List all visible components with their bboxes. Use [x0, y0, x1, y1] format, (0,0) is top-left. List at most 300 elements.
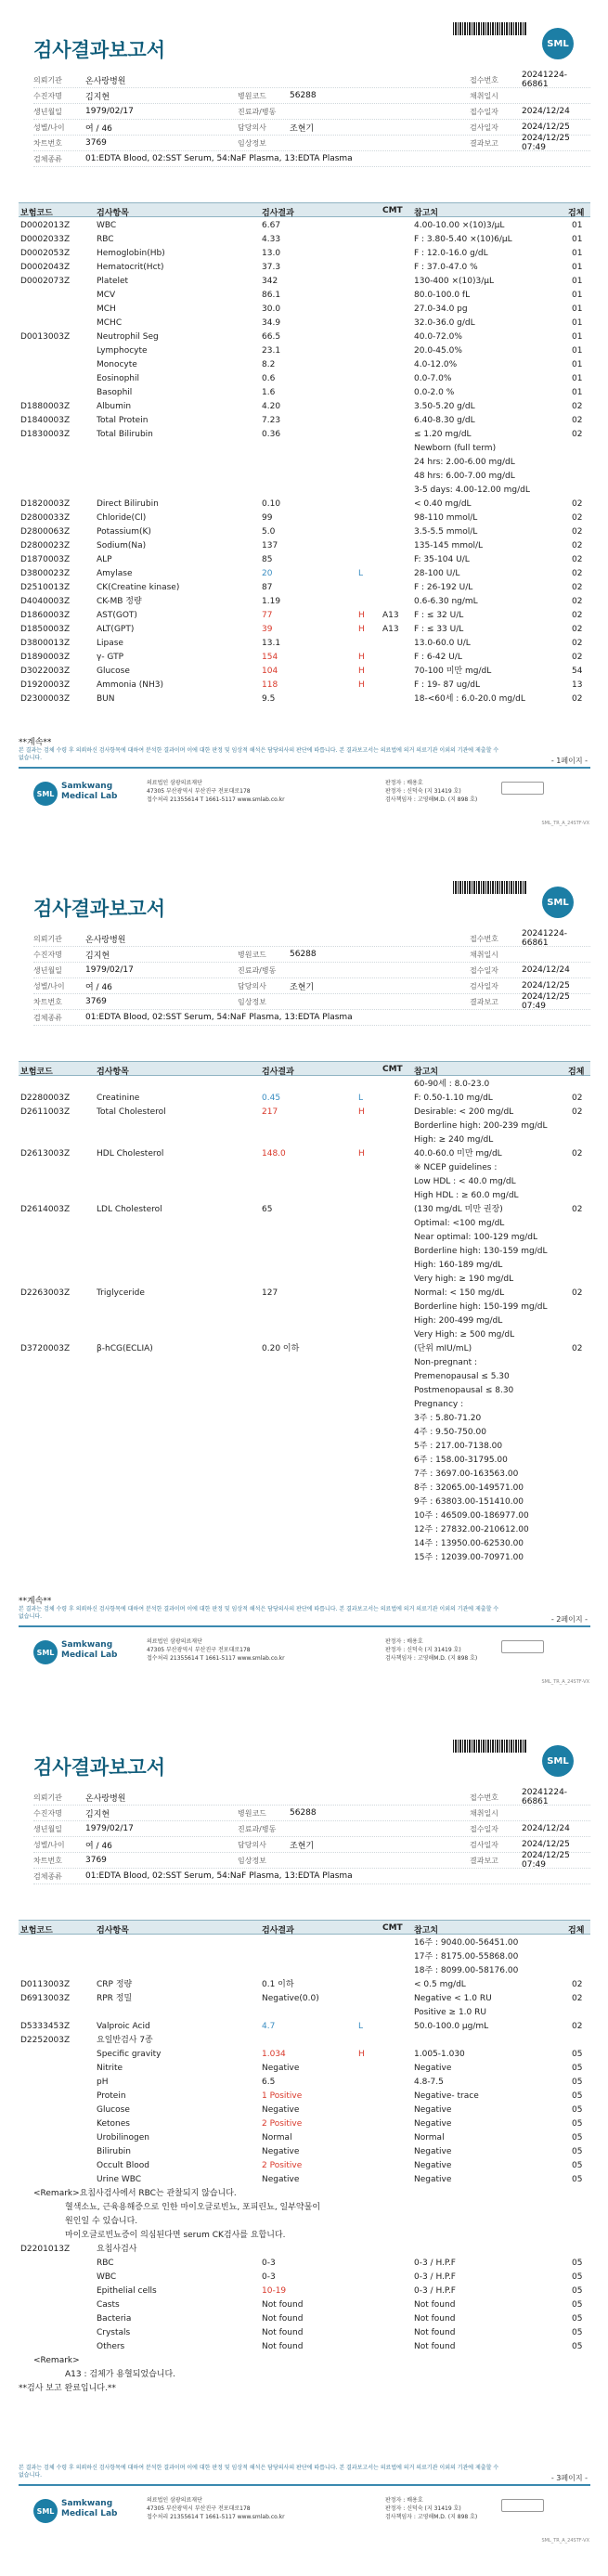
info-label: 임상정보	[238, 1856, 266, 1865]
test-value: Negative	[262, 2064, 300, 2073]
table-row	[19, 247, 590, 261]
test-value: 2 Positive	[262, 2119, 303, 2129]
test-value: 4.7	[262, 2022, 276, 2031]
info-value: 2024/12/24	[522, 107, 570, 116]
info-value: 온사랑병원	[85, 935, 126, 945]
specimen-code: 05	[572, 2119, 583, 2129]
specimen-code: 02	[572, 513, 583, 523]
footer-logo: SML	[33, 782, 58, 806]
specimen-code: 02	[572, 653, 583, 662]
reference-range: 20.0-45.0%	[414, 346, 462, 356]
table-row	[19, 2034, 590, 2048]
info-value: 김지현	[85, 92, 110, 102]
specimen-code: 01	[572, 318, 583, 328]
specimen-code: 13	[572, 680, 583, 690]
specimen-code: 01	[572, 304, 583, 314]
specimen-code: 02	[572, 1994, 583, 2003]
test-value: 8.2	[262, 360, 276, 369]
specimen-code: 02	[572, 569, 583, 578]
table-row	[19, 581, 590, 595]
specimen-code: 02	[572, 1344, 583, 1353]
info-value: 2024/12/25 07:49	[522, 134, 570, 152]
info-value: 2024/12/25 07:49	[522, 1851, 570, 1870]
reference-range: Negative	[414, 2119, 452, 2129]
sml-logo: SML	[542, 28, 574, 59]
header-value: 검사결과	[262, 1068, 294, 1077]
test-code: D2611003Z	[20, 1107, 71, 1117]
remark-line: 혈색소뇨, 근육용해증으로 인한 마이오글로빈뇨, 포피린뇨, 일부약물이	[65, 2203, 321, 2212]
reference-range: Low HDL : < 40.0 mg/dL	[414, 1177, 516, 1186]
info-label: 검체종류	[33, 1871, 62, 1881]
info-value: 1979/02/17	[85, 965, 134, 975]
reference-range: Non-pregnant :	[414, 1358, 478, 1367]
header-cmt: CMT	[382, 206, 403, 215]
specimen-code: 05	[572, 2064, 583, 2073]
specimen-code: 02	[572, 1149, 583, 1159]
test-code: D0002033Z	[20, 235, 71, 244]
test-name: BUN	[97, 694, 115, 704]
test-name: pH	[97, 2078, 109, 2087]
page-number: - 3페이지 -	[550, 2474, 588, 2482]
reference-range: Borderline high: 200-239 mg/dL	[414, 1121, 548, 1131]
test-value: 4.20	[262, 402, 281, 411]
test-name: CRP 정량	[97, 1980, 133, 1989]
info-label: 채취일시	[470, 1808, 498, 1818]
info-label: 임상정보	[238, 997, 266, 1006]
info-value: 온사랑병원	[85, 1793, 126, 1804]
table-row	[19, 1454, 590, 1468]
table-row	[19, 498, 590, 511]
reference-range: 15주 : 12039.00-70971.00	[414, 1553, 524, 1562]
reference-range: Positive ≥ 1.0 RU	[414, 2008, 486, 2017]
info-row	[33, 151, 590, 167]
test-name: 요일반검사 7종	[97, 2036, 153, 2045]
table-row	[19, 1175, 590, 1189]
info-row	[33, 1010, 590, 1026]
info-label: 생년월일	[33, 107, 62, 116]
info-label: 진료과/병동	[238, 965, 277, 975]
table-row	[19, 386, 590, 400]
specimen-code: 05	[572, 2091, 583, 2101]
info-row	[33, 963, 590, 978]
info-value: 김지현	[85, 1809, 110, 1819]
table-row	[19, 275, 590, 289]
test-code: D2800063Z	[20, 527, 71, 537]
table-row	[19, 456, 590, 470]
signature-stamp	[501, 2499, 544, 2512]
table-row	[19, 317, 590, 330]
info-label: 접수일자	[470, 965, 498, 975]
header-value: 검사결과	[262, 1926, 294, 1935]
test-name: Specific gravity	[97, 2050, 162, 2059]
table-row	[19, 484, 590, 498]
footer-lab-name-2: Medical Lab	[61, 1650, 118, 1660]
specimen-code: 01	[572, 291, 583, 300]
reference-range: 80.0-100.0 fL	[414, 291, 471, 300]
test-name: Urobilinogen	[97, 2133, 149, 2142]
reference-range: High: 160-189 mg/dL	[414, 1261, 503, 1270]
footer-address: 47305 부산광역시 부산진구 전포대로178	[147, 788, 251, 795]
info-row	[33, 994, 590, 1010]
info-label: 성별/나이	[33, 981, 65, 990]
test-value: 39	[262, 625, 273, 634]
reference-range: Postmenopausal ≤ 8.30	[414, 1386, 514, 1395]
reference-range: F : ≤ 33 U/L	[414, 625, 464, 634]
table-row	[19, 2159, 590, 2173]
test-value: 1.034	[262, 2050, 286, 2059]
footer-address: 47305 부산광역시 부산진구 전포대로178	[147, 2505, 251, 2512]
footer-id: SML_TR_A_24STF-VX	[541, 2538, 589, 2544]
test-name: Ketones	[97, 2119, 130, 2129]
reference-range: High HDL : ≥ 60.0 mg/dL	[414, 1191, 519, 1200]
reference-range: 13.0-60.0 U/L	[414, 639, 471, 648]
test-value: 66.5	[262, 332, 281, 342]
disclaimer: 본 결과는 검체 수령 후 의뢰하신 검사항목에 대하여 분석한 결과이며 이에 대한 판정 및 임상적 해석은 담당의사의 판단에 따릅니다. 본 결과보고서는 의료법에 의거 의료기관 이외의 기관에 제출할 수 없습니다.	[19, 1606, 499, 1620]
test-name: RPR 정밀	[97, 1994, 133, 2003]
info-value: 20241224-66861	[522, 1788, 568, 1806]
table-row	[19, 289, 590, 303]
test-value: Negative	[262, 2105, 300, 2115]
test-name: Basophil	[97, 388, 133, 397]
table-header	[19, 1061, 590, 1076]
reference-range: Negative	[414, 2105, 452, 2115]
table-row	[19, 511, 590, 525]
signature-stamp	[501, 782, 544, 795]
header-code: 보험코드	[20, 209, 53, 218]
reference-range: 3주 : 5.80-71.20	[414, 1414, 482, 1423]
reference-range: 8주 : 32065.00-149571.00	[414, 1483, 524, 1493]
specimen-code: 02	[572, 430, 583, 439]
test-code: D1870003Z	[20, 555, 71, 564]
info-row	[33, 136, 590, 151]
table-row	[19, 1161, 590, 1175]
test-code: D1820003Z	[20, 499, 71, 509]
test-code: D1920003Z	[20, 680, 71, 690]
table-row	[19, 261, 590, 275]
table-row	[19, 2173, 590, 2187]
specimen-code: 02	[572, 527, 583, 537]
test-name: Sodium(Na)	[97, 541, 147, 550]
table-row	[19, 1314, 590, 1328]
test-value: 0.6	[262, 374, 276, 383]
test-code: D4040003Z	[20, 597, 71, 606]
info-label: 의뢰기관	[33, 75, 62, 84]
test-value: Negative	[262, 2175, 300, 2184]
info-value: 01:EDTA Blood, 02:SST Serum, 54:NaF Plasma, 13:EDTA Plasma	[85, 154, 353, 163]
table-row	[19, 651, 590, 665]
table-row	[19, 2020, 590, 2034]
test-name: Glucose	[97, 2105, 130, 2115]
signature-stamp	[501, 1640, 544, 1653]
test-value: 1.19	[262, 597, 281, 606]
info-label: 검사일자	[470, 1840, 498, 1849]
test-name: RBC	[97, 235, 114, 244]
barcode-icon	[453, 22, 527, 35]
reference-range: 1.005-1.030	[414, 2050, 465, 2059]
test-value: 2 Positive	[262, 2161, 303, 2170]
sml-logo: SML	[542, 1745, 574, 1777]
specimen-code: 02	[572, 1288, 583, 1298]
test-code: D0002013Z	[20, 221, 71, 230]
info-value: 1979/02/17	[85, 107, 134, 116]
specimen-code: 02	[572, 2022, 583, 2031]
info-value: 김지현	[85, 951, 110, 961]
info-label: 담당의사	[238, 123, 266, 132]
reference-range: 10주 : 46509.00-186977.00	[414, 1511, 529, 1521]
test-value: 118	[262, 680, 278, 690]
test-name: WBC	[97, 221, 117, 230]
reference-range: Optimal: <100 mg/dL	[414, 1219, 505, 1228]
specimen-code: 05	[572, 2259, 583, 2268]
reference-range: Not found	[414, 2328, 456, 2337]
test-name: Total Cholesterol	[97, 1107, 166, 1117]
info-label: 접수일자	[470, 107, 498, 116]
table-row	[19, 2104, 590, 2117]
info-label: 생년월일	[33, 1824, 62, 1833]
test-code: D1840003Z	[20, 416, 71, 425]
test-code: D5333453Z	[20, 2022, 71, 2031]
header-cmt: CMT	[382, 1923, 403, 1933]
specimen-code: 02	[572, 555, 583, 564]
info-value: 3769	[85, 997, 107, 1006]
table-row	[19, 1342, 590, 1356]
test-name: AST(GOT)	[97, 611, 137, 620]
reference-range: Normal: < 150 mg/dL	[414, 1288, 505, 1298]
specimen-code: 05	[572, 2175, 583, 2184]
footer-address: 47305 부산광역시 부산진구 전포대로178	[147, 1647, 251, 1653]
test-code: D1860003Z	[20, 611, 71, 620]
info-label: 담당의사	[238, 1840, 266, 1849]
test-flag: H	[358, 611, 365, 620]
reference-range: 28-100 U/L	[414, 569, 460, 578]
specimen-code: 01	[572, 263, 583, 272]
reference-range: 135-145 mmol/L	[414, 541, 484, 550]
table-row	[19, 1106, 590, 1120]
table-row	[19, 1964, 590, 1978]
test-name: Bacteria	[97, 2314, 132, 2324]
table-row	[19, 2271, 590, 2285]
info-label: 병원코드	[238, 91, 266, 100]
test-code: D2280003Z	[20, 1094, 71, 1103]
report-page	[0, 859, 608, 1717]
specimen-code: 01	[572, 235, 583, 244]
specimen-code: 05	[572, 2286, 583, 2296]
test-name: Neutrophil Seg	[97, 332, 159, 342]
table-row	[19, 1078, 590, 1092]
disclaimer: 본 결과는 검체 수령 후 의뢰하신 검사항목에 대하여 분석한 결과이며 이에 대한 판정 및 임상적 해석은 담당의사의 판단에 따릅니다. 본 결과보고서는 의료법에 의거 의료기관 이외의 기관에 제출할 수 없습니다.	[19, 747, 499, 761]
reference-range: F : 12.0-16.0 g/dL	[414, 249, 488, 258]
footer-signer: 검사책임자 : 고영해M.D. (지 898 호)	[385, 2514, 478, 2520]
test-value: 104	[262, 667, 278, 676]
remark-line: A13 : 검체가 용혈되었습니다.	[65, 2370, 176, 2379]
table-row	[19, 1482, 590, 1495]
table-row	[19, 358, 590, 372]
table-row	[19, 567, 590, 581]
test-code: D0013003Z	[20, 332, 71, 342]
specimen-code: 05	[572, 2272, 583, 2282]
test-name: Total Bilirubin	[97, 430, 153, 439]
header-name: 검사항목	[97, 209, 129, 218]
table-row	[19, 1356, 590, 1370]
specimen-code: 05	[572, 2314, 583, 2324]
test-name: Monocyte	[97, 360, 137, 369]
table-row	[19, 1523, 590, 1537]
test-value: 1 Positive	[262, 2091, 303, 2101]
info-label: 병원코드	[238, 1808, 266, 1818]
table-row	[19, 1978, 590, 1992]
test-name: β-hCG(ECLIA)	[97, 1344, 153, 1353]
reference-range: 4.00-10.00 ×(10)3/μL	[414, 221, 505, 230]
reference-range: 50.0-100.0 μg/mL	[414, 2022, 489, 2031]
reference-range: Negative	[414, 2064, 452, 2073]
info-label: 수진자명	[33, 91, 62, 100]
test-code: D3022003Z	[20, 667, 71, 676]
test-value: Not found	[262, 2328, 304, 2337]
test-name: Potassium(K)	[97, 527, 151, 537]
test-name: WBC	[97, 2272, 117, 2282]
footer-divider	[19, 1625, 590, 1627]
info-label: 검사일자	[470, 981, 498, 990]
test-value: 0-3	[262, 2272, 276, 2282]
specimen-code: 05	[572, 2133, 583, 2142]
reference-range: 6주 : 158.00-31795.00	[414, 1456, 508, 1465]
specimen-code: 54	[572, 667, 583, 676]
info-label: 검체종류	[33, 154, 62, 163]
specimen-code: 05	[572, 2078, 583, 2087]
info-label: 채취일시	[470, 950, 498, 959]
info-value: 2024/12/25	[522, 123, 570, 132]
footer-lab-name-2: Medical Lab	[61, 792, 118, 801]
reference-range: F: 0.50-1.10 mg/dL	[414, 1094, 493, 1103]
specimen-code: 05	[572, 2161, 583, 2170]
report-page	[0, 1717, 608, 2576]
header-specimen: 검체	[568, 209, 585, 218]
test-code: D2613003Z	[20, 1149, 71, 1159]
reference-range: 0.0-2.0 %	[414, 388, 455, 397]
page-number: - 1페이지 -	[550, 757, 588, 765]
test-value: 1.6	[262, 388, 276, 397]
info-label: 성별/나이	[33, 123, 65, 132]
test-flag: H	[358, 653, 365, 662]
reference-range: 0.0-7.0%	[414, 374, 452, 383]
reference-range: 16주 : 9040.00-56451.00	[414, 1938, 519, 1948]
test-name: 요침사검사	[97, 2245, 137, 2254]
test-name: Nitrite	[97, 2064, 123, 2073]
footer-address: 의료법인 삼광의료재단	[147, 780, 202, 786]
test-name: Eosinophil	[97, 374, 140, 383]
test-value: 6.67	[262, 221, 281, 230]
info-label: 의뢰기관	[33, 934, 62, 943]
table-row	[19, 637, 590, 651]
header-code: 보험코드	[20, 1926, 53, 1935]
remark-line: 원인일 수 있습니다.	[65, 2217, 138, 2226]
reference-range: 4.8-7.5	[414, 2078, 444, 2087]
table-row	[19, 1950, 590, 1964]
footer-address: 의료법인 삼광의료재단	[147, 1638, 202, 1645]
test-value: 20	[262, 569, 273, 578]
reference-range: 0-3 / H.P.F	[414, 2259, 456, 2268]
table-row	[19, 442, 590, 456]
test-flag: H	[358, 2050, 365, 2059]
table-row	[19, 2298, 590, 2312]
reference-range: (단위 mIU/mL)	[414, 1344, 472, 1353]
info-row	[33, 72, 590, 88]
header-cmt: CMT	[382, 1065, 403, 1074]
test-name: Hematocrit(Hct)	[97, 263, 164, 272]
test-name: Platelet	[97, 277, 129, 286]
specimen-code: 01	[572, 346, 583, 356]
footer-id: SML_TR_A_24STF-VX	[541, 1679, 589, 1685]
table-row	[19, 609, 590, 623]
reference-range: 70-100 미만 mg/dL	[414, 667, 492, 676]
table-row	[19, 623, 590, 637]
specimen-code: 01	[572, 388, 583, 397]
test-value: 137	[262, 541, 278, 550]
info-value: 2024/12/24	[522, 965, 570, 975]
reference-range: 32.0-36.0 g/dL	[414, 318, 475, 328]
info-value: 20241224-66861	[522, 929, 568, 948]
test-value: 0.1 이하	[262, 1980, 294, 1989]
table-row	[19, 1328, 590, 1342]
reference-range: Negative	[414, 2175, 452, 2184]
table-row	[19, 1398, 590, 1412]
reference-range: F : 37.0-47.0 %	[414, 263, 478, 272]
reference-range: 4.0-12.0%	[414, 360, 458, 369]
table-row	[19, 303, 590, 317]
test-name: ALP	[97, 555, 112, 564]
info-label: 차트번호	[33, 138, 62, 148]
info-row	[33, 978, 590, 994]
test-code: D2300003Z	[20, 694, 71, 704]
reference-range: 9주 : 63803.00-151410.00	[414, 1497, 524, 1507]
test-name: Occult Blood	[97, 2161, 149, 2170]
test-code: D2510013Z	[20, 583, 71, 592]
specimen-code: 05	[572, 2328, 583, 2337]
barcode-icon	[453, 881, 527, 894]
reference-range: F : 26-192 U/L	[414, 583, 473, 592]
reference-range: Borderline high: 150-199 mg/dL	[414, 1302, 548, 1312]
reference-range: Not found	[414, 2300, 456, 2310]
reference-range: 40.0-72.0%	[414, 332, 462, 342]
reference-range: 3-5 days: 4.00-12.00 mg/dL	[414, 485, 530, 495]
reference-range: Not found	[414, 2314, 456, 2324]
test-value: 23.1	[262, 346, 281, 356]
table-row	[19, 344, 590, 358]
info-label: 담당의사	[238, 981, 266, 990]
specimen-code: 01	[572, 221, 583, 230]
test-flag: H	[358, 1149, 365, 1159]
table-row	[19, 2145, 590, 2159]
table-row	[19, 2117, 590, 2131]
reference-range: 60-90세 : 8.0-23.0	[414, 1080, 490, 1089]
info-row	[33, 1837, 590, 1853]
reference-range: Near optimal: 100-129 mg/dL	[414, 1233, 537, 1242]
test-code: D1830003Z	[20, 430, 71, 439]
info-value: 여 / 46	[85, 1841, 112, 1851]
test-value: Negative(0.0)	[262, 1994, 319, 2003]
info-label: 접수일자	[470, 1824, 498, 1833]
table-row	[19, 665, 590, 679]
test-value: 154	[262, 653, 278, 662]
reference-range: Desirable: < 200 mg/dL	[414, 1107, 514, 1117]
reference-range: < 0.5 mg/dL	[414, 1980, 466, 1989]
info-label: 차트번호	[33, 1856, 62, 1865]
test-value: 10-19	[262, 2286, 287, 2296]
reference-range: Negative	[414, 2161, 452, 2170]
test-value: 13.0	[262, 249, 281, 258]
footer-lab-name-1: Samkwang	[61, 1640, 113, 1650]
test-name: MCH	[97, 304, 116, 314]
